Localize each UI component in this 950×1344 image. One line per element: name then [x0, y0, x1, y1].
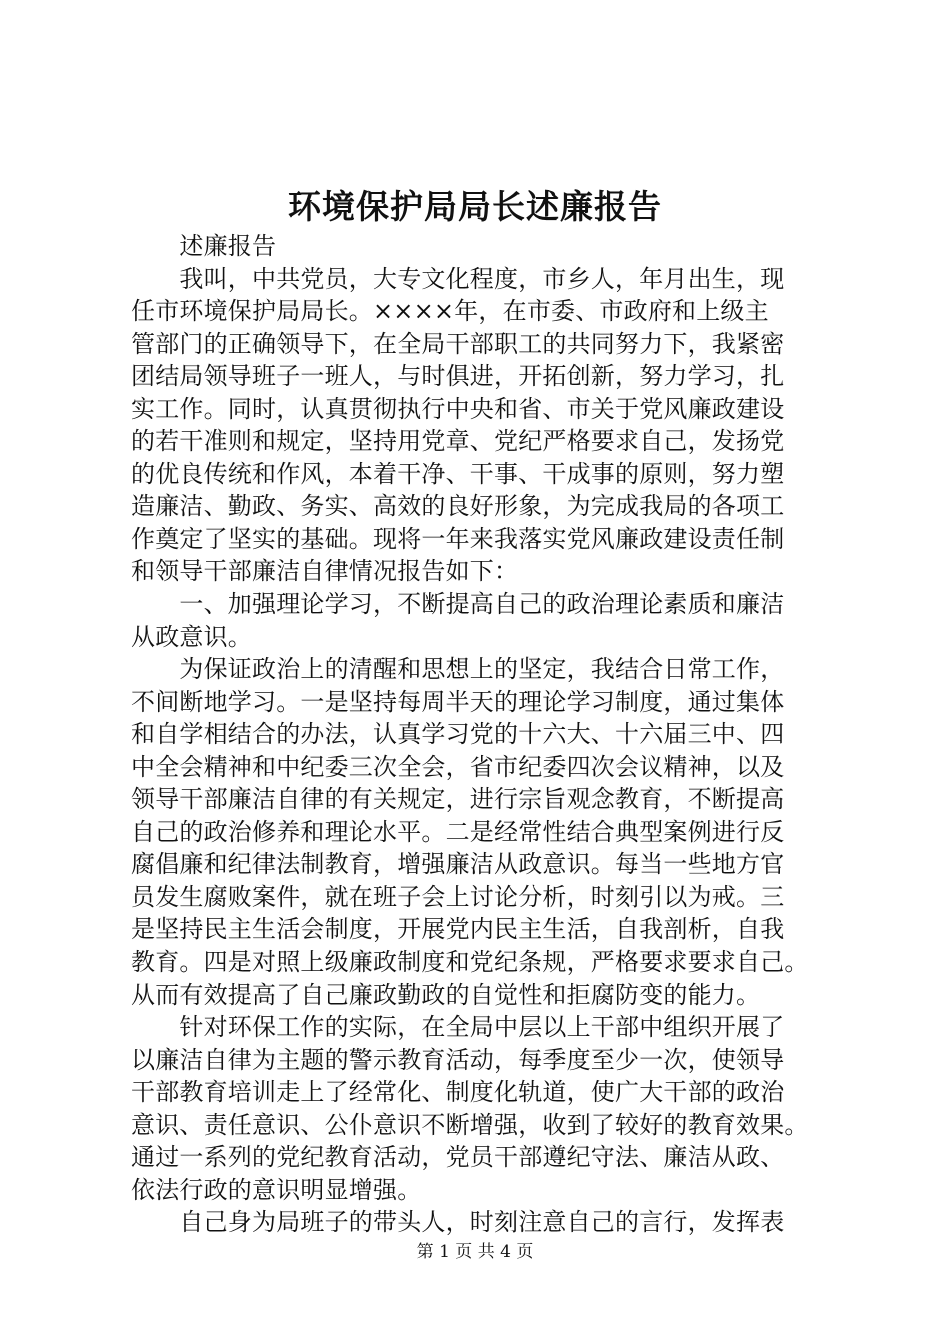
body-line: 一、加强理论学习，不断提高自己的政治理论素质和廉洁	[131, 590, 785, 619]
body-line: 通过一系列的党纪教育活动，党员干部遵纪守法、廉洁从政、	[131, 1143, 785, 1172]
body-line: 腐倡廉和纪律法制教育，增强廉洁从政意识。每当一些地方官	[131, 850, 785, 879]
document-body	[131, 230, 841, 1239]
body-line: 不间断地学习。一是坚持每周半天的理论学习制度，通过集体	[131, 687, 785, 716]
body-line: 从而有效提高了自己廉政勤政的自觉性和拒腐防变的能力。	[131, 980, 761, 1009]
body-line: 为保证政治上的清醒和思想上的坚定，我结合日常工作，	[131, 655, 785, 684]
body-line: 实工作。同时，认真贯彻执行中央和省、市关于党风廉政建设	[131, 394, 785, 423]
body-line: 意识、责任意识、公仆意识不断增强，收到了较好的教育效果。	[131, 1110, 809, 1139]
body-line: 造廉洁、勤政、务实、高效的良好形象，为完成我局的各项工	[131, 492, 785, 521]
body-line: 教育。四是对照上级廉政制度和党纪条规，严格要求要求自己。	[131, 948, 809, 977]
body-line: 以廉洁自律为主题的警示教育活动，每季度至少一次，使领导	[131, 1045, 785, 1074]
body-line: 团结局领导班子一班人，与时俱进，开拓创新，努力学习，扎	[131, 362, 785, 391]
body-line: 任市环境保护局局长。××××年，在市委、市政府和上级主	[131, 297, 769, 326]
body-line: 的优良传统和作风，本着干净、干事、干成事的原则，努力塑	[131, 459, 785, 488]
body-line: 干部教育培训走上了经常化、制度化轨道，使广大干部的政治	[131, 1078, 785, 1107]
body-line: 领导干部廉洁自律的有关规定，进行宗旨观念教育，不断提高	[131, 785, 785, 814]
body-line: 自己的政治修养和理论水平。二是经常性结合典型案例进行反	[131, 817, 785, 846]
body-line: 我叫，中共党员，大专文化程度，市乡人，年月出生，现	[131, 264, 785, 293]
page-footer: 第 1 页 共 4 页	[416, 1242, 534, 1262]
body-line: 针对环保工作的实际，在全局中层以上干部中组织开展了	[131, 1013, 785, 1042]
body-line: 述廉报告	[131, 232, 277, 260]
body-line: 中全会精神和中纪委三次全会，省市纪委四次会议精神，以及	[131, 752, 785, 781]
body-line: 和自学相结合的办法，认真学习党的十六大、十六届三中、四	[131, 720, 785, 749]
body-line: 依法行政的意识明显增强。	[131, 1175, 422, 1204]
body-line: 和领导干部廉洁自律情况报告如下：	[131, 557, 519, 586]
body-line: 员发生腐败案件，就在班子会上讨论分析，时刻引以为戒。三	[131, 882, 785, 911]
body-line: 作奠定了坚实的基础。现将一年来我落实党风廉政建设责任制	[131, 524, 785, 553]
body-line: 是坚持民主生活会制度，开展党内民主生活，自我剖析，自我	[131, 915, 785, 944]
body-line: 的若干准则和规定，坚持用党章、党纪严格要求自己，发扬党	[131, 427, 785, 456]
body-line: 自己身为局班子的带头人，时刻注意自己的言行，发挥表	[131, 1208, 785, 1237]
document-title: 环境保护局局长述廉报告	[288, 187, 662, 226]
body-line: 管部门的正确领导下，在全局干部职工的共同努力下，我紧密	[131, 329, 785, 358]
body-line: 从政意识。	[131, 622, 252, 651]
